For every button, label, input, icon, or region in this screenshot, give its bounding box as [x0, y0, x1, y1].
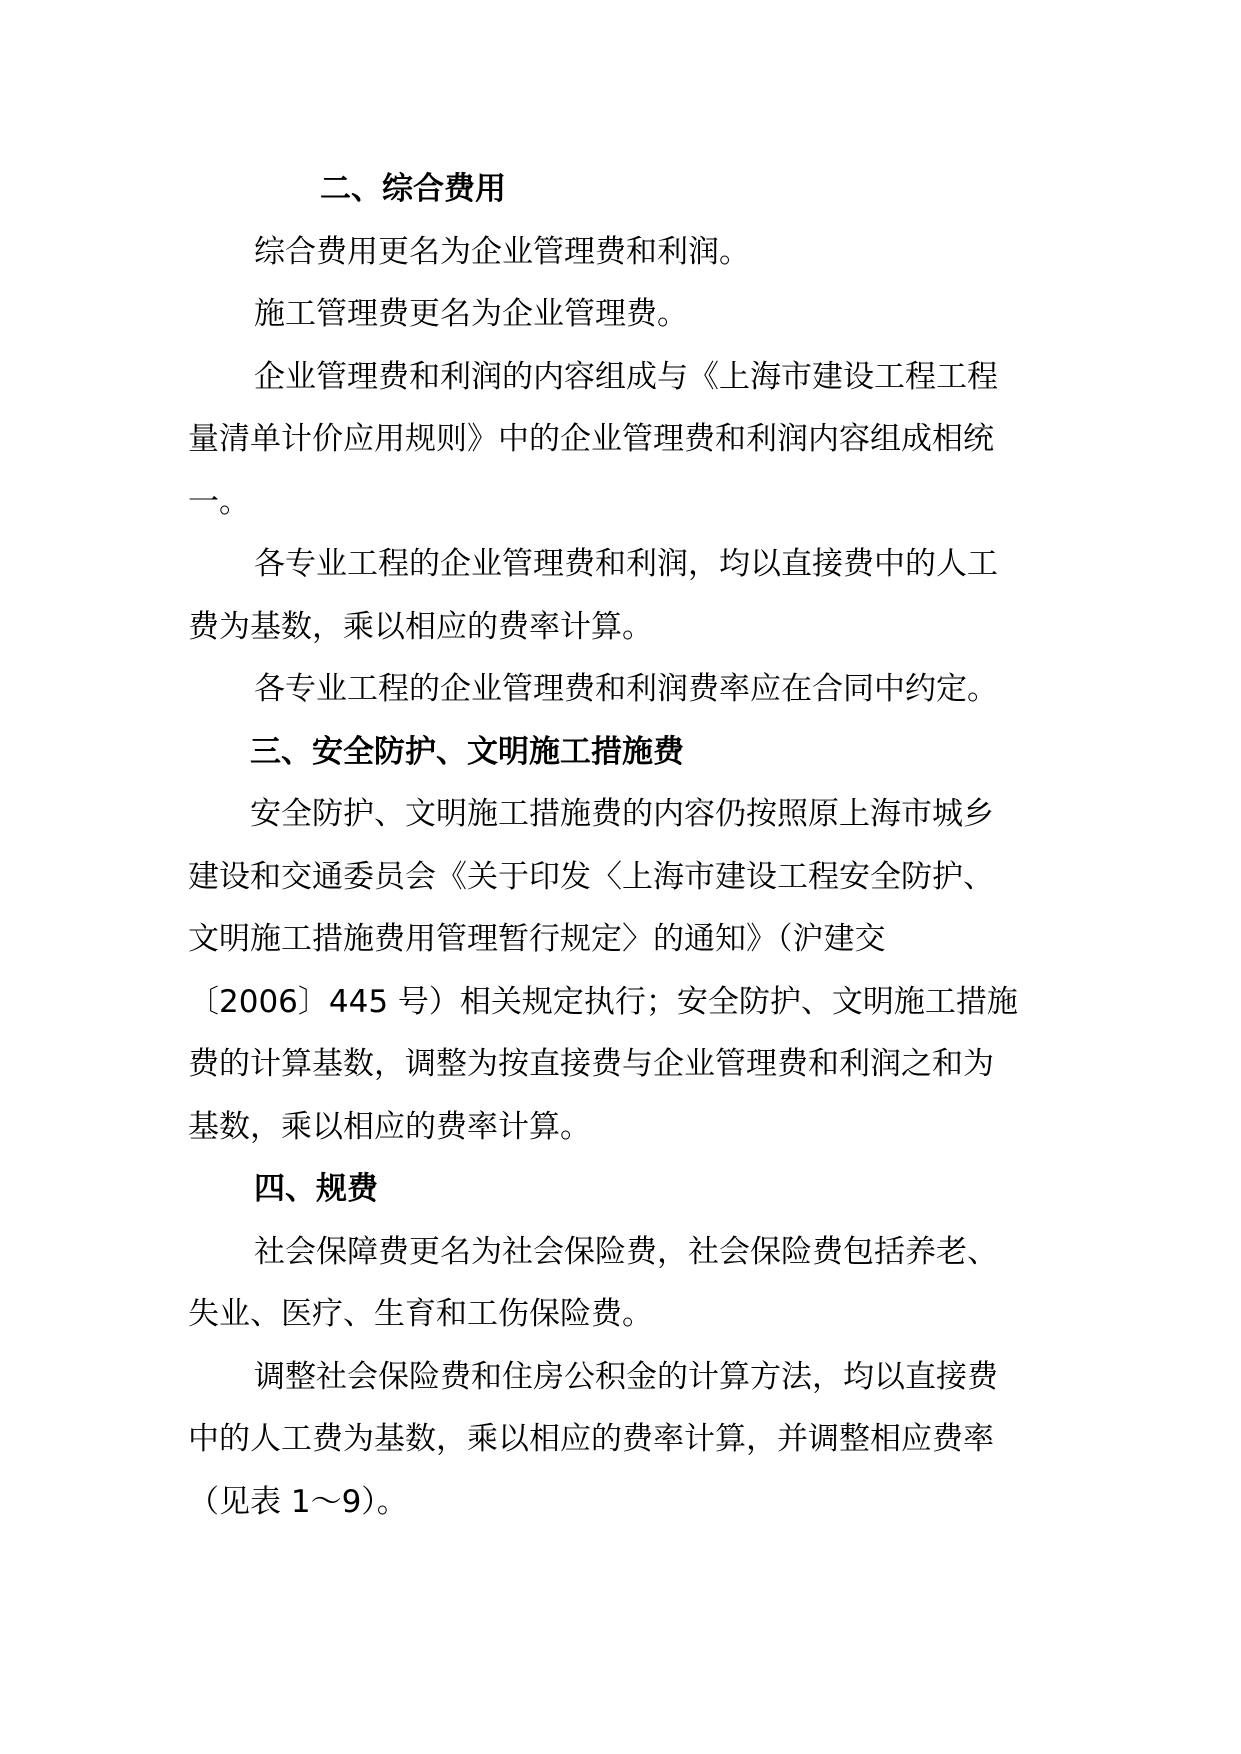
- section-heading-safety-civilized-construction: 三、安全防护、文明施工措施费: [250, 733, 684, 770]
- paragraph: 企业管理费和利润的内容组成与《上海市建设工程工程 量清单计价应用规则》中的企业管理费和利润内容组成相统 一。: [188, 358, 998, 520]
- paragraph: 调整社会保险费和住房公积金的计算方法，均以直接费 中的人工费为基数，乘以相应的费率计算，并调整相应费率 （见表 1～9）。: [188, 1358, 998, 1520]
- paragraph: 各专业工程的企业管理费和利润，均以直接费中的人工 费为基数，乘以相应的费率计算。: [188, 546, 998, 645]
- paragraph: 安全防护、文明施工措施费的内容仍按照原上海市城乡 建设和交通委员会《关于印发〈上海市建设工程安全防护、 文明施工措施费用管理暂行规定〉的通知》（沪建交 〔2006〕445 号）相关规定执行；安全防护、文明施工措施 费的计算基数，调整为按直接费与企业管理费和利润之和为 基数，乘以相应的费率计算。: [188, 796, 1018, 1145]
- section-heading-comprehensive-fees: 二、综合费用: [320, 171, 506, 207]
- paragraph: 各专业工程的企业管理费和利润费率应在合同中约定。: [254, 671, 998, 707]
- paragraph: 社会保障费更名为社会保险费，社会保险费包括养老、 失业、医疗、生育和工伤保险费。: [188, 1233, 998, 1332]
- paragraph: 综合费用更名为企业管理费和利润。: [254, 233, 750, 270]
- document-body: [188, 158, 1058, 1533]
- paragraph: 施工管理费更名为企业管理费。: [254, 296, 688, 332]
- section-heading-regulatory-fees: 四、规费: [254, 1171, 378, 1207]
